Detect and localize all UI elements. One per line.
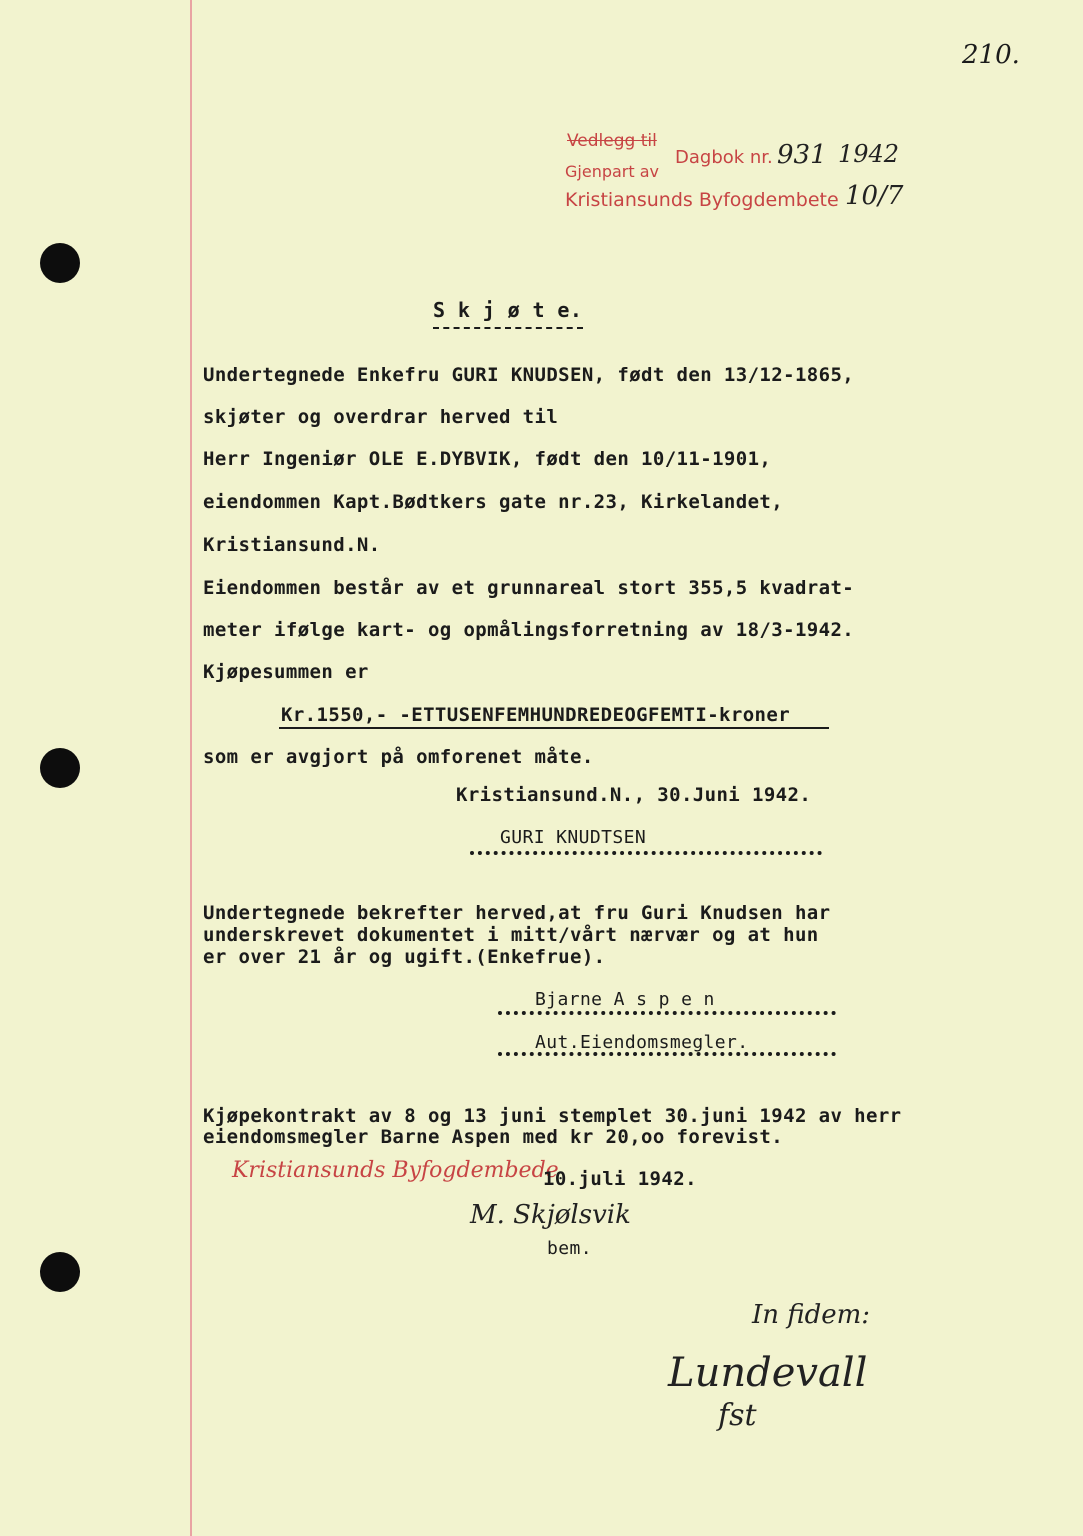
body-line: Kjøpesummen er xyxy=(203,661,369,683)
stamp-office: Kristiansunds Byfogdembete xyxy=(565,189,839,211)
punch-hole xyxy=(40,243,80,283)
place-date: Kristiansund.N., 30.Juni 1942. xyxy=(456,784,812,806)
judge-signature: M. Skjølsvik xyxy=(470,1200,631,1230)
stamp-dagbok-number: 931 xyxy=(777,140,827,170)
stamp-vedlegg: Vedlegg til xyxy=(567,131,657,151)
stamp-dagbok-year: 1942 xyxy=(838,140,900,168)
amount-underline xyxy=(279,727,829,729)
signature-dotted-line xyxy=(470,851,822,855)
witness-title-dotted-line xyxy=(498,1052,836,1056)
document-title: S k j ø t e. xyxy=(433,298,583,322)
body-line: skjøter og overdrar herved til xyxy=(203,406,559,428)
witness-line: underskrevet dokumentet i mitt/vårt nærvær og at hun xyxy=(203,924,819,946)
witness-dotted-line xyxy=(498,1011,836,1015)
copy-note: In fidem: xyxy=(752,1300,871,1330)
purchase-amount: Kr.1550,- -ETTUSENFEMHUNDREDEOGFEMTI-kroner xyxy=(281,704,791,726)
witness-line: er over 21 år og ugift.(Enkefrue). xyxy=(203,946,606,968)
clerk-abbrev: fst xyxy=(718,1398,757,1433)
body-line: Herr Ingeniør OLE E.DYBVIK, født den 10/11-1901, xyxy=(203,448,772,470)
punch-hole xyxy=(40,1252,80,1292)
court-stamp: Kristiansunds Byfogdembede xyxy=(232,1158,559,1183)
clerk-signature: Lundevall xyxy=(668,1350,868,1396)
stamp-date-note: 10/7 xyxy=(845,181,904,211)
seller-signature: GURI KNUDTSEN xyxy=(500,827,647,848)
body-line: Kristiansund.N. xyxy=(203,534,381,556)
judge-abbrev: bem. xyxy=(547,1238,592,1259)
body-line: Eiendommen består av et grunnareal stort 355,5 kvadrat- xyxy=(203,577,855,599)
witness-line: Undertegnede bekrefter herved,at fru Guri Knudsen har xyxy=(203,902,831,924)
body-line: meter ifølge kart- og opmålingsforretning av 18/3-1942. xyxy=(203,619,855,641)
stamp-gjenpart: Gjenpart av xyxy=(565,162,659,181)
contract-line: Kjøpekontrakt av 8 og 13 juni stemplet 30.juni 1942 av herr xyxy=(203,1105,902,1127)
body-line: eiendommen Kapt.Bødtkers gate nr.23, Kirkelandet, xyxy=(203,491,784,513)
court-date: 10.juli 1942. xyxy=(543,1168,697,1190)
witness-name: Bjarne A s p e n xyxy=(535,989,715,1010)
body-line: Undertegnede Enkefru GURI KNUDSEN, født den 13/12-1865, xyxy=(203,364,855,386)
punch-hole xyxy=(40,748,80,788)
stamp-dagbok-label: Dagbok nr. xyxy=(675,147,773,168)
margin-line xyxy=(190,0,192,1536)
contract-line: eiendomsmegler Barne Aspen med kr 20,oo forevist. xyxy=(203,1126,784,1148)
title-underline xyxy=(433,327,583,329)
page-number: 210. xyxy=(962,40,1020,70)
settlement-line: som er avgjort på omforenet måte. xyxy=(203,746,594,768)
witness-title: Aut.Eiendomsmegler. xyxy=(535,1032,749,1053)
